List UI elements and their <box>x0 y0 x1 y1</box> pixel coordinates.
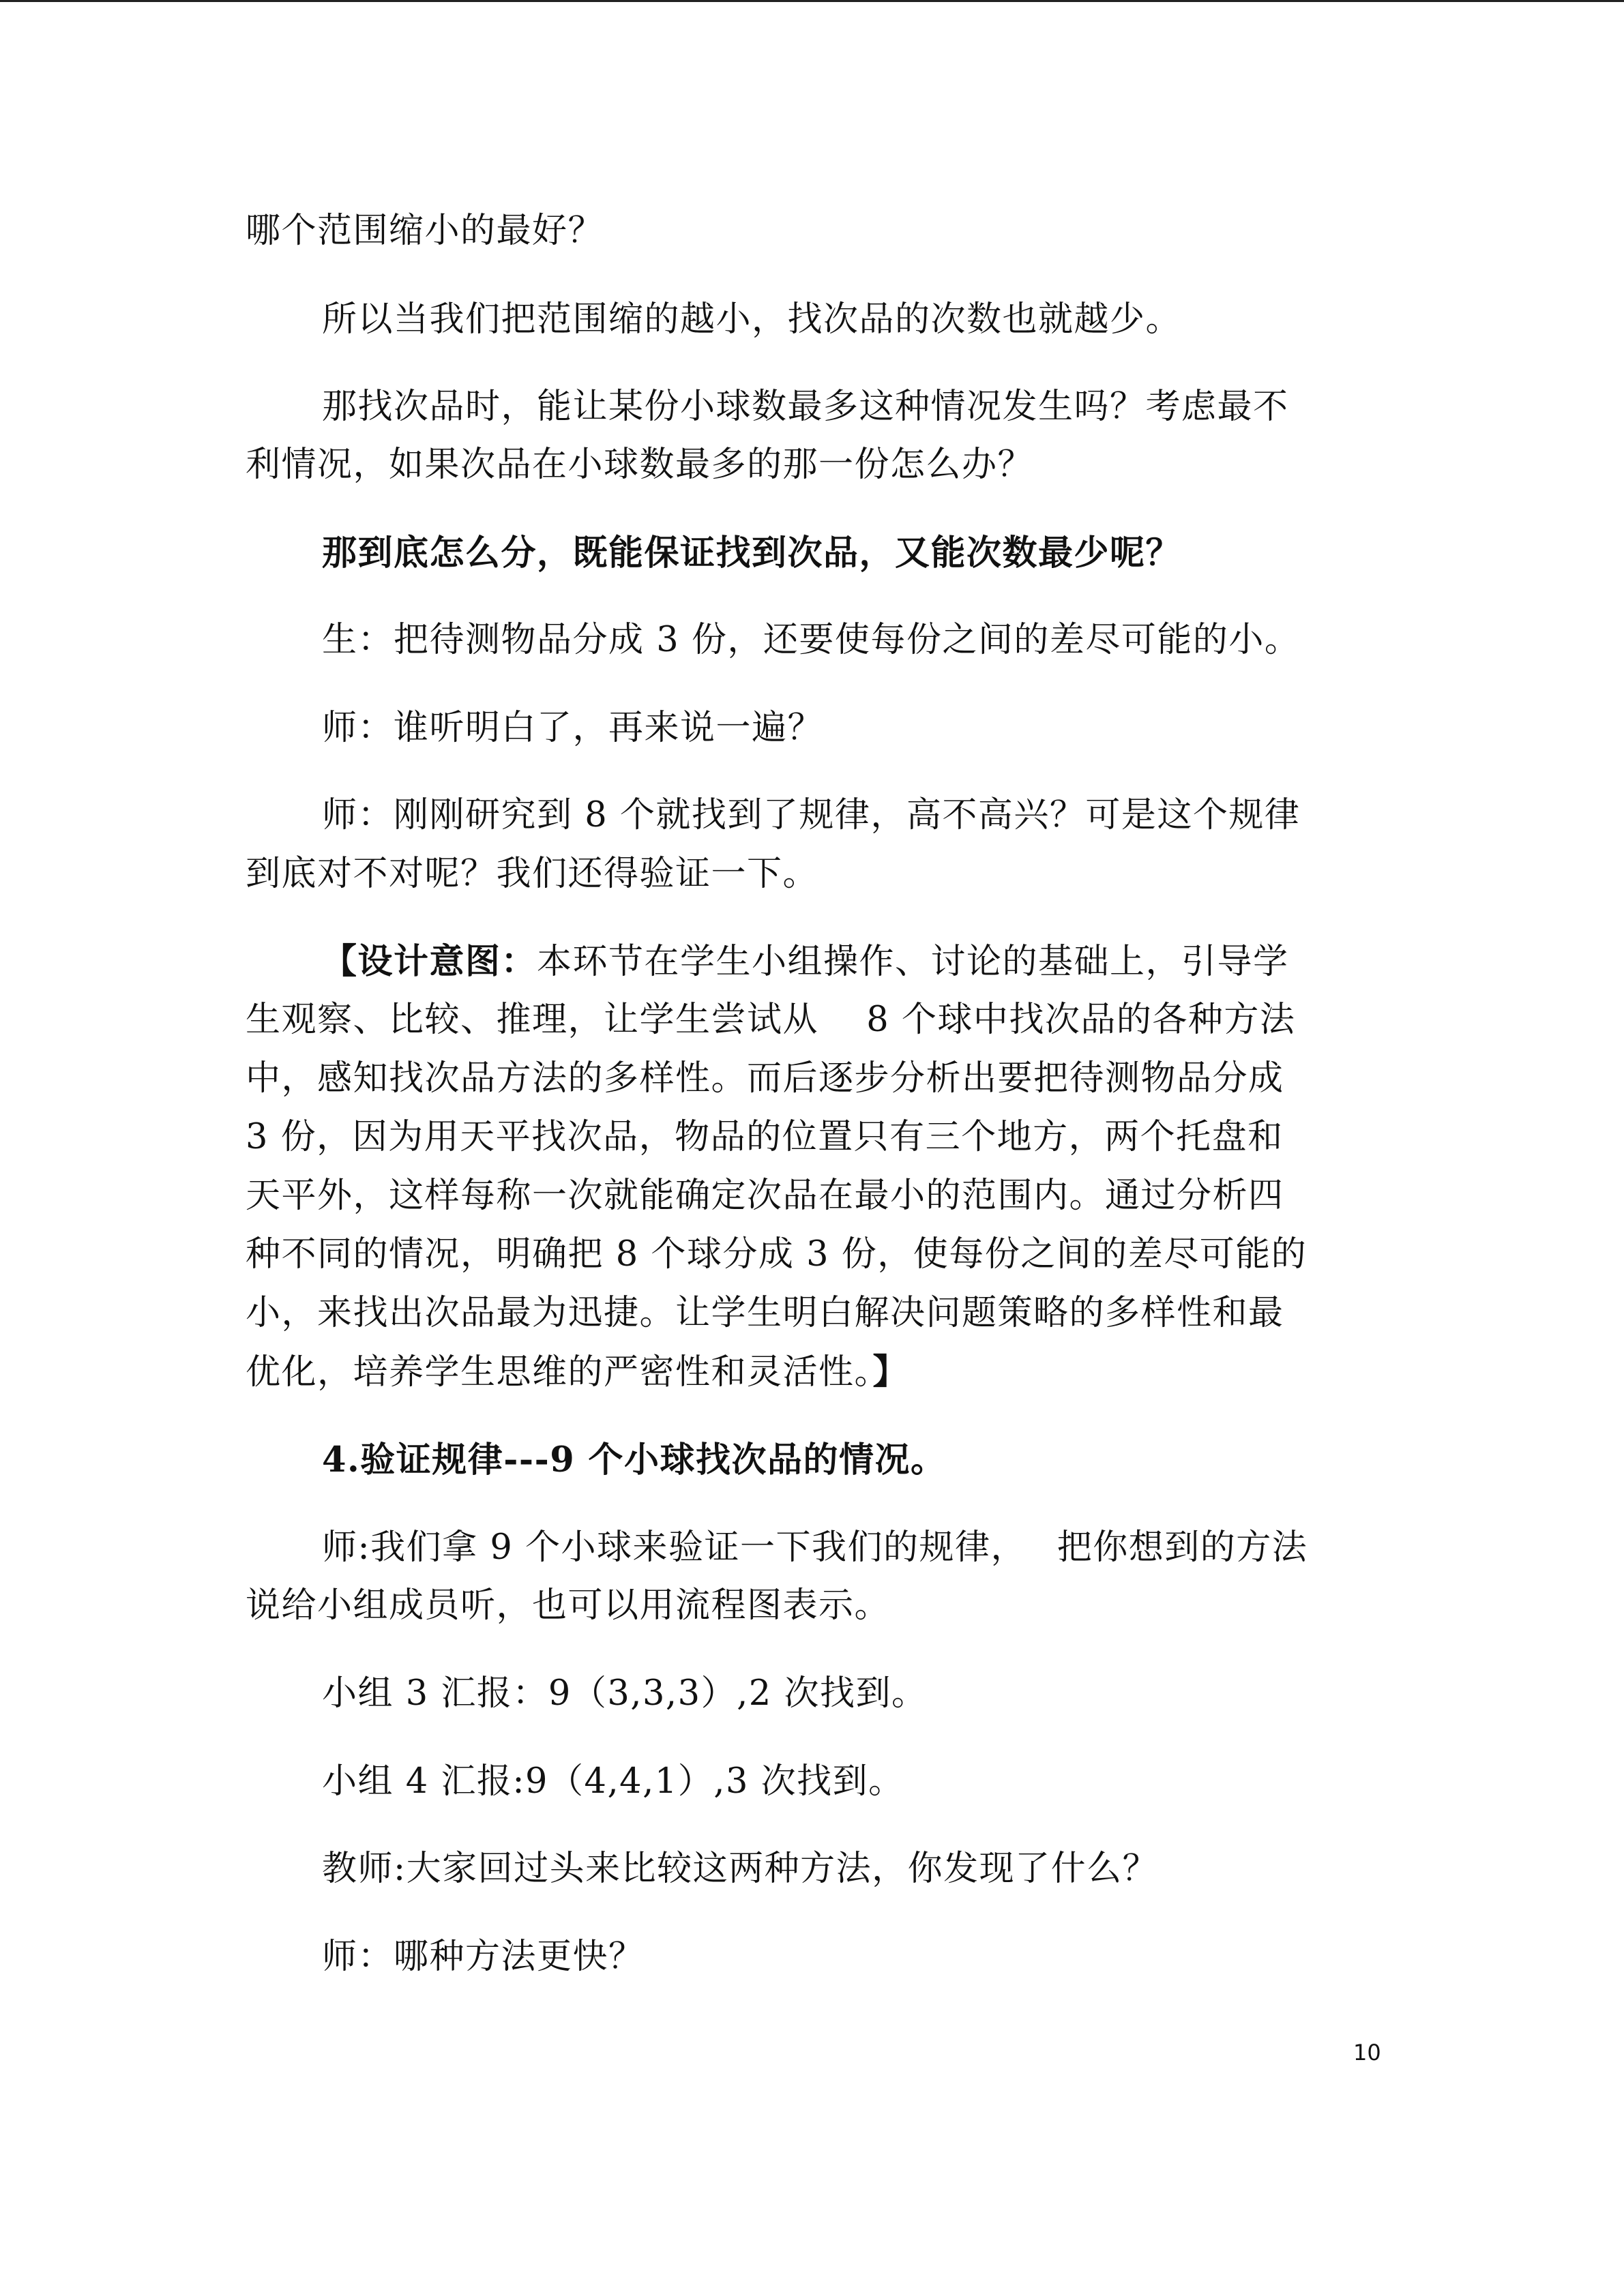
text-line: 小，来找出次品最为迅捷。让学生明白解决问题策略的多样性和最 <box>246 1293 1284 1333</box>
page-number: 10 <box>1353 2040 1381 2066</box>
text-line: 师：刚刚研究到 8 个就找到了规律，高不高兴？可是这个规律 <box>322 795 1301 835</box>
text-line: 中，感知找次品方法的多样性。而后逐步分析出要把待测物品分成 <box>246 1058 1284 1099</box>
design-intent-text: 本环节在学生小组操作、讨论的基础上，引导学 <box>537 942 1289 982</box>
text-line: 哪个范围缩小的最好？ <box>246 211 604 251</box>
text-line: 教师:大家回过头来比较这两种方法，你发现了什么？ <box>322 1849 1159 1889</box>
text-line: 说给小组成员听，也可以用流程图表示。 <box>246 1585 891 1626</box>
text-line: 师：哪种方法更快？ <box>322 1937 645 1977</box>
bold-question-line: 那到底怎么分，既能保证找到次品，又能次数最少呢？ <box>322 533 1182 573</box>
text-line: 利情况，如果次品在小球数最多的那一份怎么办？ <box>246 445 1034 485</box>
text-line: 到底对不对呢？我们还得验证一下。 <box>246 854 819 894</box>
design-intent-last-line <box>246 1350 1381 1394</box>
section-heading: 4.验证规律---9 个小球找次品的情况。 <box>322 1440 947 1480</box>
text-line: 生：把待测物品分成 3 份，还要使每份之间的差尽可能的小。 <box>322 620 1301 660</box>
text-line: 师:我们拿 9 个小球来验证一下我们的规律， 把你想到的方法 <box>322 1527 1308 1568</box>
text-line: 3 份，因为用天平找次品，物品的位置只有三个地方，两个托盘和 <box>246 1117 1284 1157</box>
design-intent-label: 【设计意图： <box>322 941 537 982</box>
text-line: 小组 3 汇报：9（3,3,3）,2 次找到。 <box>322 1673 928 1714</box>
text-line: 种不同的情况，明确把 8 个球分成 3 份，使每份之间的差尽可能的 <box>246 1234 1308 1274</box>
text-line: 那找次品时，能让某份小球数最多这种情况发生吗？考虑最不 <box>322 387 1289 427</box>
text-line: 天平外，这样每称一次就能确定次品在最小的范围内。通过分析四 <box>246 1176 1284 1216</box>
text-line: 小组 4 汇报:9（4,4,1）,3 次找到。 <box>322 1761 904 1802</box>
text-line: 生观察、比较、推理，让学生尝试从 8 个球中找次品的各种方法 <box>246 1000 1296 1040</box>
design-intent-close-bracket: 】 <box>872 1352 909 1392</box>
design-intent-first-line <box>322 940 1381 983</box>
design-intent-text: 优化，培养学生思维的严密性和灵活性。 <box>246 1352 873 1392</box>
document-page <box>246 0 1381 2296</box>
text-line: 所以当我们把范围缩的越小，找次品的次数也就越少。 <box>322 299 1182 340</box>
text-line: 师：谁听明白了，再来说一遍？ <box>322 708 824 748</box>
